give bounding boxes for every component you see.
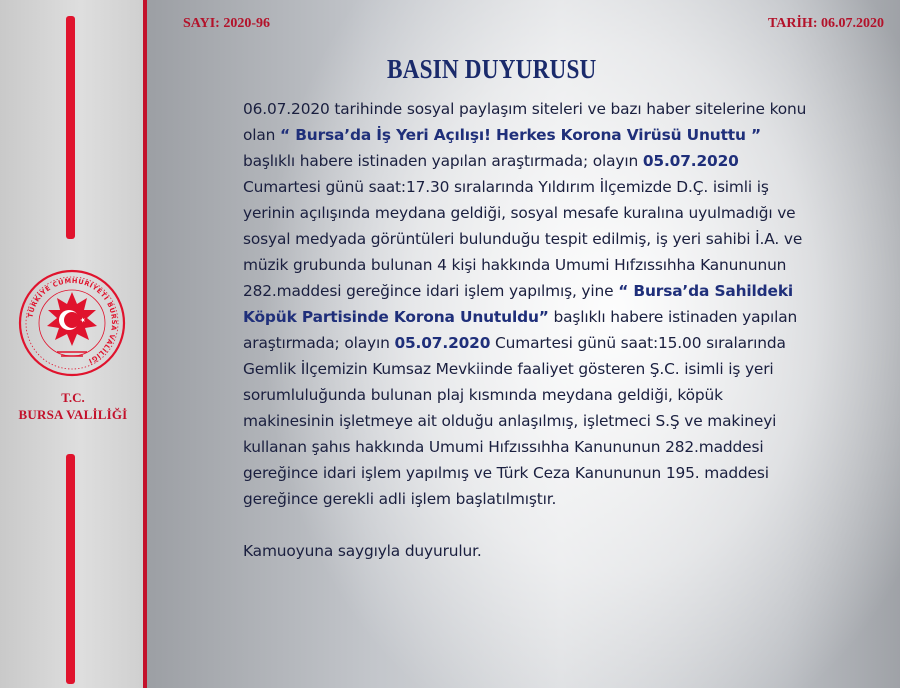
document-title: BASIN DUYURUSU — [387, 54, 597, 84]
sidebar — [0, 0, 146, 688]
decorative-red-bar-top — [66, 16, 75, 239]
document-date: TARİH: 06.07.2020 — [767, 16, 884, 31]
text-run: başlıklı habere istinaden yapılan araştırmada; olayın — [243, 152, 643, 170]
document-body — [243, 96, 813, 564]
seal-ring-text: TÜRKİYE CUMHURİYETİ BURSA VALİLİĞİ — [26, 276, 119, 366]
text-run: 06.07.2020 tarihinde sosyal paylaşım siteleri ve bazı haber sitelerine konu olan — [243, 100, 807, 144]
seal-line-governorship: BURSA VALİLİĞİ — [18, 407, 128, 422]
document-area — [147, 0, 900, 688]
decorative-red-bar-bottom — [66, 454, 75, 684]
bursa-valiligi-seal-icon — [17, 268, 127, 378]
bold-text-run: “ Bursa’da İş Yeri Açılışı! Herkes Korona Virüsü Unuttu ” — [280, 126, 761, 144]
text-run: başlıklı habere istinaden yapılan araştırmada; olayın — [243, 308, 798, 352]
text-run: Cumartesi günü saat:15.00 sıralarında Gemlik İlçemizin Kumsaz Mevkiinde faaliyet gösteren Ş.C. isimli iş yeri sorumluluğunda bulunan plaj kısmında meydana geldiği, köpük makinesinin işletmeye ait olduğu anlaşılmış, işletmeci S.Ş ve makineyi kullanan şahıs hakkında Umumi Hıfzıssıhha Kanununun 282.maddesi gereğince idari işlem yapılmış ve Türk Ceza Kanununun 195. maddesi gereğince gerekli adli işlem başlatılmıştır. — [243, 334, 786, 508]
document-number: SAYI: 2020-96 — [183, 16, 270, 31]
closing-line: Kamuoyuna saygıyla duyurulur. — [243, 542, 482, 560]
seal-line-tc: T.C. — [61, 390, 85, 405]
bold-text-run: “ Bursa’da Sahildeki Köpük Partisinde Korona Unutuldu” — [243, 282, 794, 326]
text-run: Cumartesi günü saat:17.30 sıralarında Yıldırım İlçemizde D.Ç. isimli iş yerinin açılışında meydana geldiği, sosyal mesafe kuralına uyulmadığı ve sosyal medyada görüntüleri bulunduğu tespit edilmiş, iş yeri sahibi İ.A. ve müzik grubunda bulunan 4 kişi hakkında Umumi Hıfzıssıhha Kanununun 282.maddesi gereğince idari işlem yapılmış, yine — [243, 178, 803, 300]
bold-text-run: 05.07.2020 — [642, 152, 739, 170]
announcement-paragraph — [243, 96, 813, 512]
bold-text-run: 05.07.2020 — [394, 334, 491, 352]
